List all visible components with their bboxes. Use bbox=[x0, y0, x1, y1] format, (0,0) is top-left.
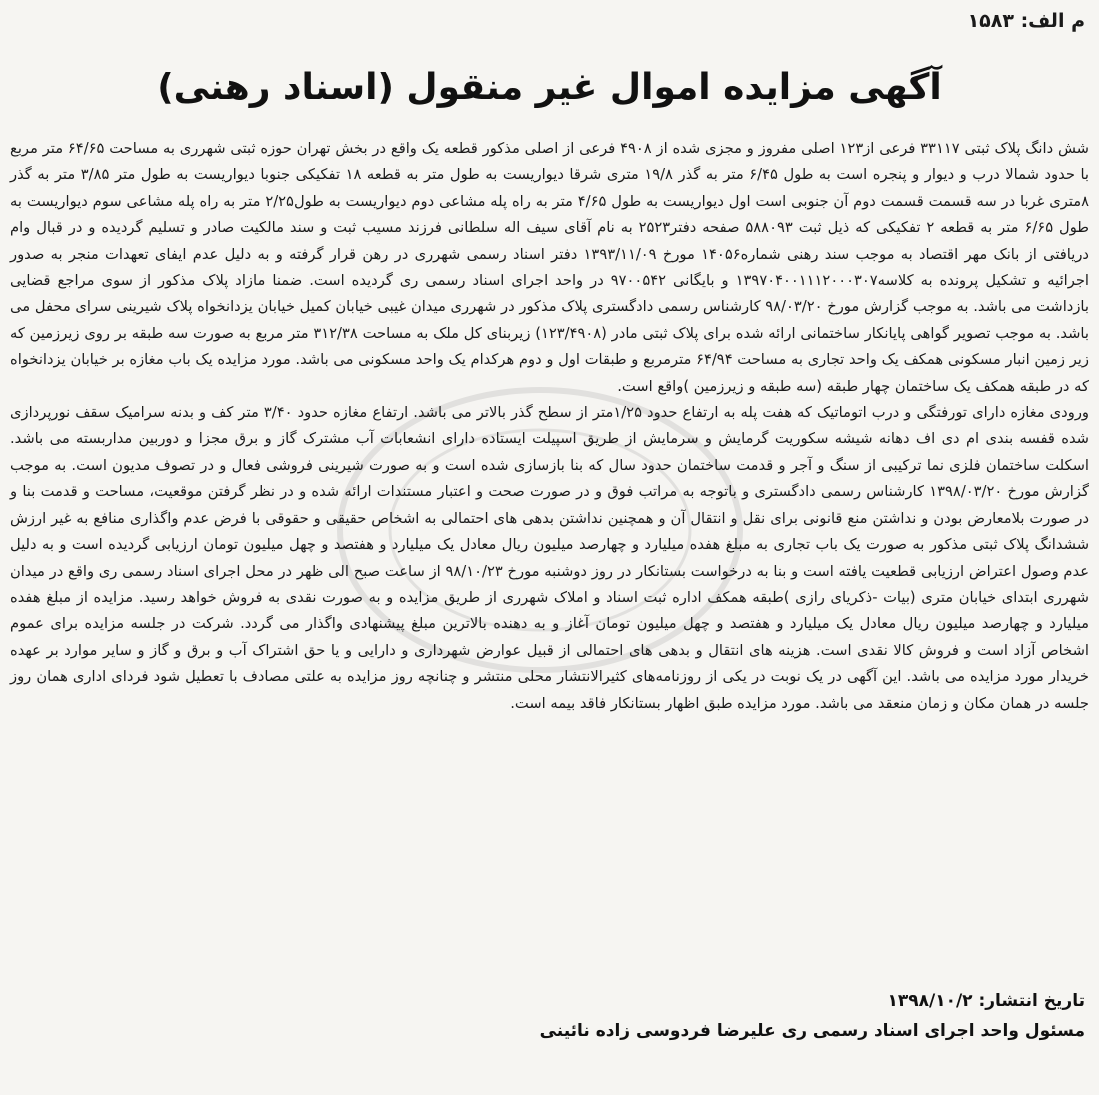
notice-title: آگهی مزایده اموال غیر منقول (اسناد رهنی) bbox=[157, 67, 942, 108]
notice-body bbox=[10, 136, 1089, 717]
reference-number: م الف: ۱۵۸۳ bbox=[967, 10, 1085, 32]
notice-paragraph: ورودی مغازه دارای تورفتگی و درب اتوماتیک که هفت پله به ارتفاع حدود ۱/۲۵متر از سطح گذر بالاتر می باشد. ارتفاع مغازه حدود ۳/۴۰ متر کف و بدنه سرامیک سقف نورپردازی شده قفسه بندی ام دی اف دهانه شیشه سکوریت گرمایش و سرمایش از طریق اسپیلت ایستاده دارای انشعابات آب مشترک گاز و برق مجزا و دوربین مداربسته می باشد. اسکلت ساختمان فلزی نما ترکیبی از سنگ و آجر و قدمت ساختمان حدود سال که بنا بازسازی شده است و به صورت شیرینی فروشی فعال و در تصوف مدیون است. به موجب گزارش مورخ ۱۳۹۸/۰۳/۲۰ کارشناس رسمی دادگستری و باتوجه به مراتب فوق و در صورت صحت و اعتبار مستندات ارائه شده و در نظر گرفتن موقعیت، مساحت و قدمت بنا و در صورت بلامعارض بودن و نداشتن منع قانونی برای نقل و انتقال آن و همچنین نداشتن بدهی های احتمالی به اشخاص حقیقی و حقوقی با فرض عدم واگذاری منافع به غیر ارزش ششدانگ پلاک ثبتی مذکور به صورت یک باب تجاری به مبلغ هفده میلیارد و چهارصد میلیون ریال معادل یک میلیارد و هفتصد و چهل میلیون تومان ارزیابی گردیده است و به دلیل عدم وصول اعتراض ارزیابی قطعیت یافته است و بنا به درخواست بستانکار در روز دوشنبه مورخ ۹۸/۱۰/۲۳ از ساعت صبح الی ظهر در محل اجرای اسناد رسمی ری واقع در میدان شهرری ابتدای خیابان متری (بیات -ذکریای رازی )طبقه همکف اداره ثبت اسناد و املاک شهرری از طریق مزایده و به صورت نقدی به فروش خواهد رسید. مزایده از مبلغ هفده میلیارد و چهارصد میلیون ریال معادل یک میلیارد و هفتصد و چهل میلیون تومان آغاز و به دهنده بالاترین مبلغ پیشنهادی واگذار می گردد. شرکت در جلسه مزایده برای عموم اشخاص آزاد است و فروش کالا نقدی است. هزینه های انتقال و بدهی های احتمالی از قبیل عوارض شهرداری و دارایی و یا حق اشتراک آب و برق و گاز و سایر موارد بر عهده خریدار مورد مزایده می باشد. این آگهی در یک نوبت در یکی از روزنامه‌های کثیرالانتشار محلی منتشر و چنانچه روز مزایده به علتی مصادف با تعطیل شود فردای اداری همان روز جلسه در همان مکان و زمان منعقد می باشد. مورد مزایده طبق اظهار بستانکار فاقد بیمه است. bbox=[10, 404, 1090, 712]
notice-footer bbox=[540, 986, 1085, 1046]
notice-paragraph: شش دانگ پلاک ثبتی ۳۳۱۱۷ فرعی از۱۲۳ اصلی مفروز و مجزی شده از ۴۹۰۸ فرعی از اصلی مذکور قطعه یک واقع در بخش تهران حوزه ثبتی شهرری به مساحت ۶۴/۶۵ متر مربع با حدود شمالا درب و دیوار و پنجره است به طول ۶/۴۵ متر به گذر ۱۹/۸ متری شرقا دیواریست به طول متر به قطعه ۱۸ تفکیکی جنوبا دیواریست به طول متر ۳/۸۵ متر به گذر ۸متری غربا در سه قسمت قسمت دوم آن جنوبی است اول دیواریست به طول ۴/۶۵ متر به راه پله مشاعی دوم دیواریست به طول۲/۲۵ متر به راه پله مشاعی سوم دیواریست به طول ۶/۶۵ متر به قطعه ۲ تفکیکی که ذیل ثبت ۵۸۸۰۹۳ صفحه دفتر۲۵۲۳ به نام آقای سیف اله سلطانی فرزند مسیب ثبت و سند مالکیت صادر و تسلیم گردیده و در قبال وام دریافتی از بانک مهر اقتصاد به موجب سند رهنی شماره۱۴۰۵۶ مورخ ۱۳۹۳/۱۱/۰۹ دفتر اسناد رسمی شهرری در رهن قرار گرفته و به دلیل عدم ایفای تعهدات منجر به صدور اجرائیه و تشکیل پرونده به کلاسه۱۳۹۷۰۴۰۰۱۱۱۲۰۰۰۳۰۷ و بایگانی ۹۷۰۰۵۴۲ در واحد اجرای اسناد رسمی ری گردیده است. ضمنا مازاد پلاک مذکور از سوی مراجع قضایی بازداشت می باشد. به موجب گزارش مورخ ۹۸/۰۳/۲۰ کارشناس رسمی دادگستری پلاک مذکور در شهرری میدان غیبی خیابان کمیل خیابان یزدانخواه پلاک شیرینی سرای محفل می باشد. به موجب تصویر گواهی پایانکار ساختمانی ارائه شده برای پلاک ثبتی مادر (۱۲۳/۴۹۰۸) زیربنای کل ملک به مساحت ۳۱۲/۳۸ متر مربع به صورت سه طبقه بر روی زیرزمین که زیر زمین انبار مسکونی همکف یک واحد تجاری به مساحت ۶۴/۹۴ مترمربع و طبقات اول و دوم هرکدام یک واحد مسکونی می باشد. مورد مزایده یک باب مغازه بر خیابان یزدانخواه که در طبقه همکف یک ساختمان چهار طبقه (سه طبقه و زیرزمین )واقع است. bbox=[10, 140, 1090, 395]
signature: مسئول واحد اجرای اسناد رسمی ری علیرضا فردوسی زاده نائینی bbox=[539, 1021, 1085, 1041]
publish-date: تاریخ انتشار: ۱۳۹۸/۱۰/۲ bbox=[887, 991, 1085, 1011]
